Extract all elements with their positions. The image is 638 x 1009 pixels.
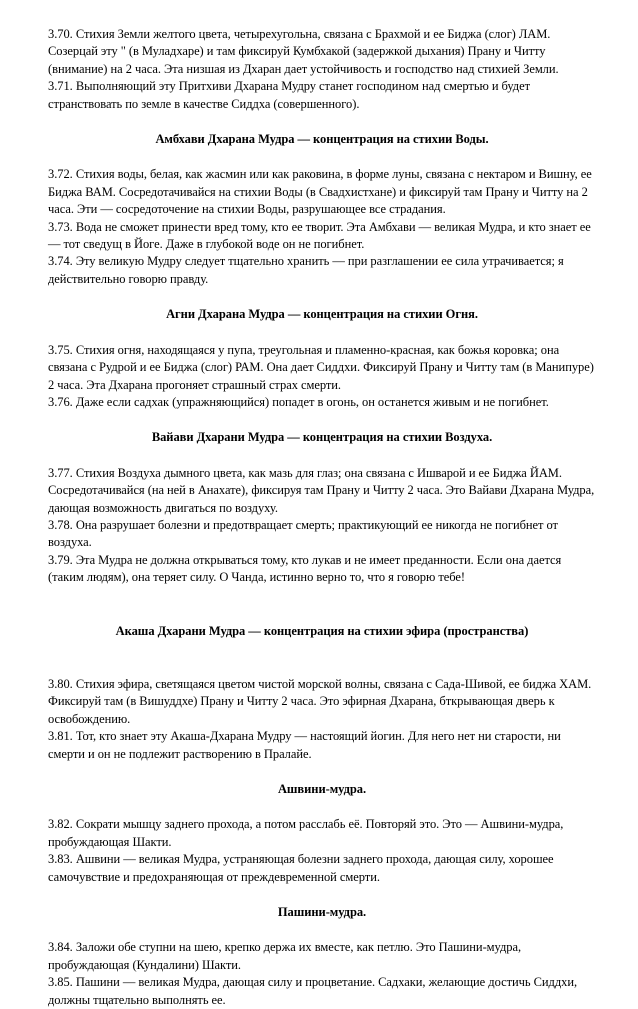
heading-akasha: Акаша Дхарани Мудра — концентрация на стихии эфира (пространства) <box>115 623 529 638</box>
paragraph-3-85: 3.85. Пашини — великая Мудра, дающая силу и процветание. Садхаки, желающие достичь Сиддхи, должны тщательно выполнять ее. <box>48 975 578 1007</box>
document-page <box>48 26 596 1009</box>
paragraph-3-73: 3.73. Вода не сможет принести вред тому, кто ее творит. Эта Амбхави — великая Мудра, и кто знает ее — тот сведущ в Йоге. Даже в глубокой воде он не погибнет. <box>48 219 591 252</box>
paragraph-3-72: 3.72. Стихия воды, белая, как жасмин или как раковина, в форме луны, связана с нектаром и Вишну, ее Биджа ВАМ. Сосредотачивайся на стихии Воды (в Свадхистхане) и фиксируй там Прану и Читту на 2 часа. Эти — сосредоточение на стихии Воды, разрушающее все страдания. <box>48 167 592 217</box>
heading-vayavi: Вайави Дхарани Мудра — концентрация на стихии Воздуха. <box>151 430 493 445</box>
paragraph-3-79: 3.79. Эта Мудра не должна открываться тому, кто лукав и не имеет преданности. Если она дается (таким людям), она теряет силу. О Чанда, истинно верно то, что я говорю тебе! <box>48 552 562 585</box>
paragraph-3-74: 3.74. Эту великую Мудру следует тщательно хранить — при разглашении ее сила утрачивается; я действительно говорю правду. <box>48 254 564 286</box>
paragraph-3-71: 3.71. Выполняющий эту Притхиви Дхарана Мудру станет господином над смертью и будет странствовать по земле в качестве Сиддха (совершенного). <box>48 79 531 111</box>
paragraph-3-82: 3.82. Сократи мышцу заднего прохода, а потом расслабь её. Повторяй это. Это — Ашвини-мудра, пробуждающая Шакти. <box>48 817 564 849</box>
paragraph-3-84: 3.84. Заложи обе ступни на шею, крепко держа их вместе, как петлю. Это Пашини-мудра, пробуждающая (Кундалини) Шакти. <box>48 940 522 972</box>
paragraph-3-83: 3.83. Ашвини — великая Мудра, устраняющая болезни заднего прохода, дающая силу, хорошее самочувствие и предохраняющая от преждевременной смерти. <box>48 852 554 884</box>
paragraph-3-76: 3.76. Даже если садхак (упражняющийся) попадет в огонь, он останется живым и не погибнет. <box>48 394 549 409</box>
paragraph-3-75: 3.75. Стихия огня, находящаяся у пупа, треугольная и пламенно-красная, как божья коровка; она связана с Рудрой и ее Биджа (слог) РАМ. Она дает Сиддхи. Фиксируй Прану и Читту там (в Манипуре) 2 часа. Эта Дхарана прогоняет страшный страх смерти. <box>48 342 594 392</box>
heading-ashvini: Ашвини-мудра. <box>277 782 367 796</box>
paragraph-3-77: 3.77. Стихия Воздуха дымного цвета, как мазь для глаз; она связана с Ишварой и ее Биджа ЙАМ. Сосредотачивайся (на ней в Анахате), фиксируя там Прану и Читту 2 часа. Это Вайави Дхарана Мудра, дающая возможность двигаться по воздуху. <box>48 465 595 515</box>
heading-ambhavi: Амбхави Дхарана Мудра — концентрация на стихии Воды. <box>155 132 489 147</box>
paragraph-3-70: 3.70. Стихия Земли желтого цвета, четырехугольна, связана с Брахмой и ее Биджа (слог) ЛАМ. Созерцай эту " (в Муладхаре) и там фиксируй Кумбхакой (задержкой дыхания) Прану и Читту (внимание) на 2 часа. Эта низшая из Дхаран дает устойчивость и господство над стихией Земли. <box>48 27 559 76</box>
paragraph-3-81: 3.81. Тот, кто знает эту Акаша-Дхарана Мудру — настоящий йогин. Для него нет ни старости, ни смерти и он не подлежит растворению в Пралайе. <box>48 729 561 761</box>
heading-pashini: Пашини-мудра. <box>277 905 367 920</box>
paragraph-3-80: 3.80. Стихия эфира, светящаяся цветом чистой морской волны, связана с Сада-Шивой, ее биджа ХАМ. Фиксируй там (в Вишуддхе) Прану и Читту 2 часа. Это эфирная Дхарана, бткрывающая дверь к освобождению. <box>48 676 592 726</box>
heading-agni: Агни Дхарана Мудра — концентрация на стихии Огня. <box>166 307 478 322</box>
paragraph-3-78: 3.78. Она разрушает болезни и предотвращает смерть; практикующий ее никогда не погибнет от воздуха. <box>48 517 558 550</box>
